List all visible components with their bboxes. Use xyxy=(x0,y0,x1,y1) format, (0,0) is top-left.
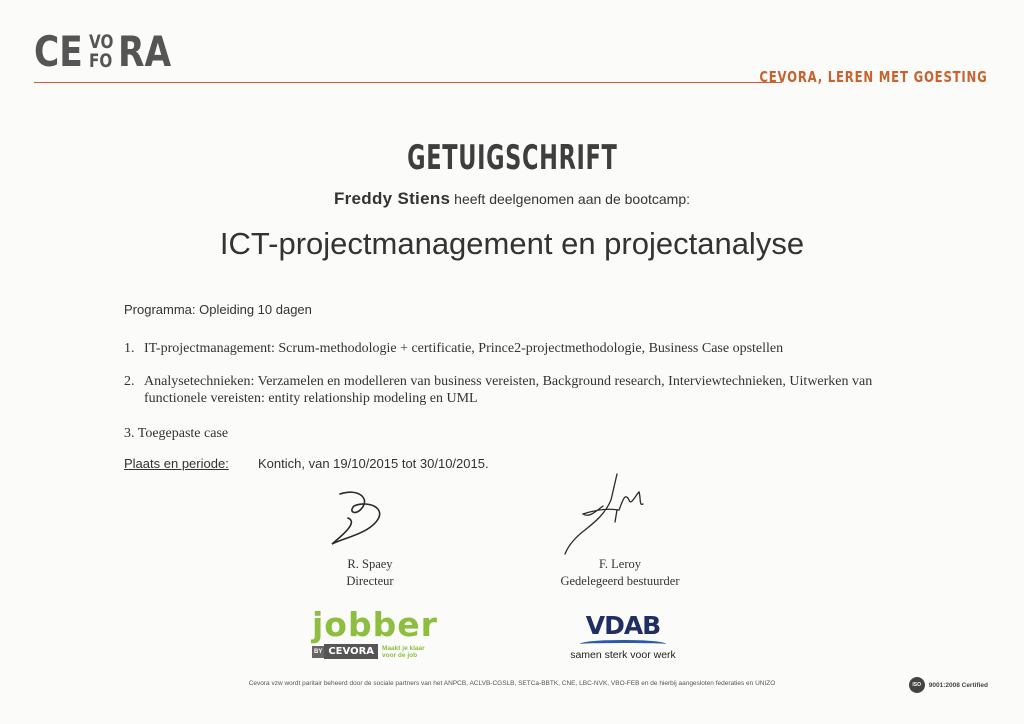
item-text: Toegepaste case xyxy=(137,426,229,441)
participant-text: heeft deelgenomen aan de bootcamp: xyxy=(454,191,691,207)
vdab-tagline: samen sterk voor werk xyxy=(570,649,676,661)
logo-top: VO xyxy=(88,31,113,53)
signature-spaey xyxy=(318,488,408,550)
signatory-role: Gedelegeerd bestuurder xyxy=(560,574,680,588)
course-title: ICT-projectmanagement en projectanalyse xyxy=(219,226,805,261)
cevora-logo xyxy=(34,27,183,76)
place-label: Plaats en periode: xyxy=(124,456,229,471)
programme-item xyxy=(124,340,783,357)
item-text: IT-projectmanagement: Scrum-methodologie + certificatie, Prince2-projectmethodologie, Business Case opstellen xyxy=(144,341,784,356)
signature-leroy xyxy=(555,470,655,560)
programme: Programma: Opleiding 10 dagen xyxy=(124,302,312,317)
programme-item xyxy=(124,373,924,407)
logo-bottom: FO xyxy=(88,50,112,72)
item-number: 1. xyxy=(124,341,135,356)
item-continuation: functionele vereisten: entity relationship modeling en UML xyxy=(144,391,478,406)
vdab-word: VDAB xyxy=(585,611,661,640)
logo-right: RA xyxy=(118,27,172,76)
tagline: CEVORA, LEREN MET GOESTING xyxy=(759,68,988,86)
signatory-left xyxy=(300,556,440,590)
logo-stack xyxy=(89,33,113,71)
signatory-name: R. Spaey xyxy=(347,557,393,571)
document-title: GETUIGSCHRIFT xyxy=(406,138,618,178)
jobber-cevora: CEVORA xyxy=(324,644,378,659)
item-text: Analysetechnieken: Verzamelen en modelleren van business vereisten, Background research, Interviewtechnieken, Uitwerken van xyxy=(144,374,873,389)
iso-badge-icon: ISO xyxy=(909,677,925,693)
iso-certification xyxy=(909,677,988,693)
signatory-right xyxy=(530,556,710,590)
header-divider xyxy=(34,82,782,83)
programme-item xyxy=(124,425,228,442)
jobber-by: BY xyxy=(312,646,324,658)
logo-left: CE xyxy=(34,27,83,76)
iso-text: 9001:2008 Certified xyxy=(928,681,988,689)
participant-line xyxy=(0,189,1024,209)
jobber-logo xyxy=(312,605,438,659)
item-number: 2. xyxy=(124,374,135,389)
place-value: Kontich, van 19/10/2015 tot 30/10/2015. xyxy=(258,456,489,471)
jobber-word: jobber xyxy=(312,605,438,644)
item-number: 3. xyxy=(124,426,135,441)
participant-name: Freddy Stiens xyxy=(333,189,451,208)
signatory-name: F. Leroy xyxy=(598,557,642,571)
jobber-slogan: Maakt je klaar voor de job xyxy=(382,644,425,659)
signatory-role: Directeur xyxy=(346,574,394,588)
vdab-swoosh xyxy=(580,640,666,648)
vdab-logo xyxy=(566,612,680,661)
footer-text: Cevora vzw wordt paritair beheerd door de sociale partners van het ANPCB, ACLVB-CGSLB, SETCa-BBTK, CNE, LBC-NVK, VBO-FEB en de hierbij aangesloten federaties en UNIZO xyxy=(248,680,776,687)
